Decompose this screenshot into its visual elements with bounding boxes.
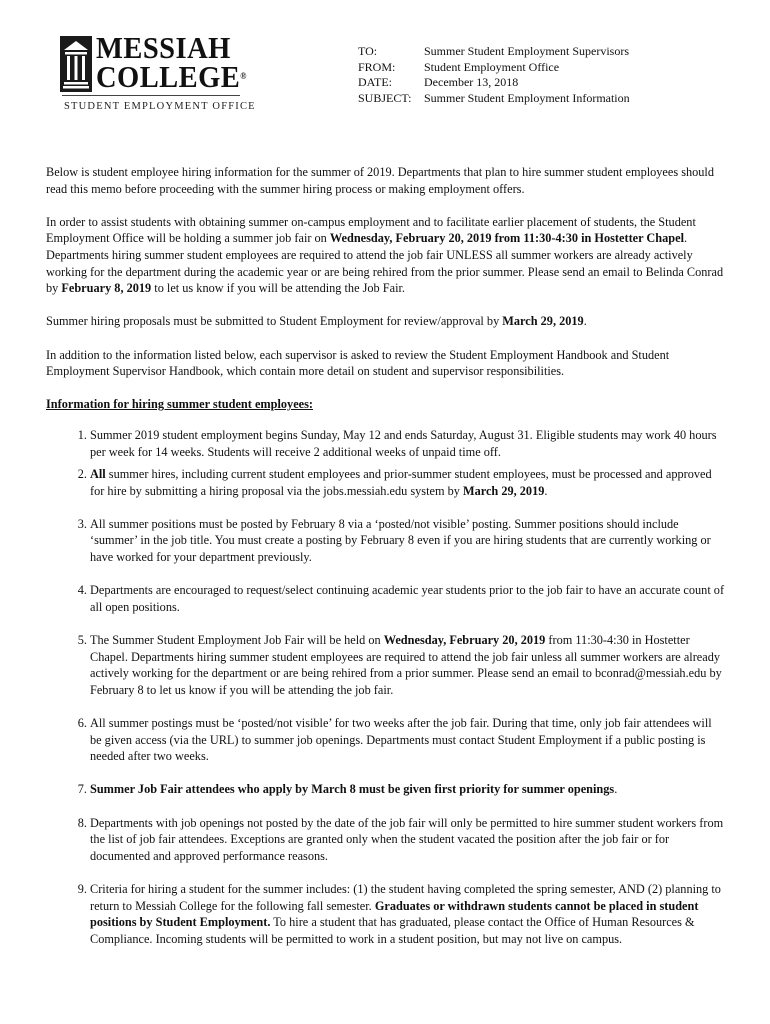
logo-line-1: MESSIAH — [96, 30, 231, 65]
list-item: 8. Departments with job openings not posted by the date of the job fair will only be permitted to hire summer student workers from the list of job fair attendees. Exceptions are granted only when the student vacated the position after the job fair or for documented and approved performance reasons. — [90, 815, 726, 865]
memo-to-row — [358, 44, 630, 60]
registered-mark: ® — [240, 71, 247, 81]
memo-from-label: FROM: — [358, 59, 396, 74]
list-item-bold: All — [90, 467, 106, 482]
list-item: 4. Departments are encouraged to request/select continuing academic year students prior to the job fair to have an accurate count of all open positions. — [90, 582, 726, 615]
list-item: 6. All summer postings must be ‘posted/not visible’ for two weeks after the job fair. During that time, only job fair attendees will be given access (via the URL) to summer job openings. Departments must contact Student Employment if a public posting is needed after two weeks. — [90, 715, 726, 765]
list-item-text: . — [544, 483, 548, 498]
list-item-bold: March 29, 2019 — [462, 483, 545, 498]
list-item-text: Criteria for hiring a student for the summer includes: (1) the student having completed the spring semester, AND (2) planning to return to Messiah College for the following fall semester. — [90, 881, 721, 913]
list-item — [90, 632, 726, 698]
handbook-paragraph: In addition to the information listed below, each supervisor is asked to review the Student Employment Handbook and Student Employment Supervisor Handbook, which contain more detail on student and supervisor responsibilities. — [46, 347, 670, 379]
memo-from-row — [358, 60, 630, 76]
list-item-bold: Summer Job Fair attendees who apply by March 8 must be given first priority for summer openings — [90, 782, 615, 797]
rsvp-deadline: February 8, 2019 — [61, 281, 152, 296]
list-item: 3. All summer positions must be posted by February 8 via a ‘posted/not visible’ posting. Summer positions should include ‘summer’ in the job title. You must create a posting by February 8 even if you are hiring students that are currently working or have worked for your department previously. — [90, 516, 726, 566]
job-fair-text-a: In order to assist students with obtaining summer on-campus employment and to facilitate earlier placement of students, the Student Employment Office will be holding a summer job fair on — [46, 214, 696, 246]
job-fair-text-c: to let us know if you will be attending the Job Fair. — [151, 281, 405, 296]
memo-from-value: Student Employment Office — [424, 59, 560, 74]
logo-line-2-text: COLLEGE — [96, 59, 241, 94]
list-item-text: summer hires, including current student employees and prior-summer student employees, must be processed and approved for hire by submitting a hiring proposal via the jobs.messiah.edu system by — [90, 467, 712, 498]
list-item — [90, 881, 726, 947]
list-item-text: . — [614, 782, 618, 797]
proposal-text-a: Summer hiring proposals must be submitted to Student Employment for review/approval by — [46, 314, 503, 329]
list-item-bold: Wednesday, February 20, 2019 — [383, 633, 546, 648]
list-item-text: The Summer Student Employment Job Fair will be held on — [90, 633, 384, 648]
list-item — [90, 781, 726, 798]
proposal-deadline: March 29, 2019 — [502, 314, 584, 329]
department-name: STUDENT EMPLOYMENT OFFICE — [64, 101, 256, 112]
proposal-paragraph — [46, 313, 726, 330]
memo-subject-label: SUBJECT: — [358, 90, 412, 105]
memo-body — [46, 164, 726, 947]
list-item-text: from 11:30-4:30 in Hostetter Chapel. Departments hiring summer student employees are required to attend the job fair unless all summer workers are already actively working for the department or are being rehired from a prior summer. Please send an email to bconrad@messiah.edu by February 8 to let us know if you will be attending the job fair. — [90, 633, 722, 697]
logo-line-2 — [96, 61, 247, 92]
logo-divider — [62, 95, 240, 96]
columns-seal-icon — [60, 36, 92, 92]
job-fair-date: Wednesday, February 20, 2019 from 11:30-4:30 in Hostetter Chapel — [329, 231, 685, 246]
memo-subject-value: Summer Student Employment Information — [424, 90, 630, 105]
list-item-text: To hire a student that has graduated, please contact the Office of Human Resources & Compliance. Incoming students will be permitted to work in a student position, but may not live on campus. — [90, 915, 695, 946]
list-heading-text: Information for hiring summer student employees — [46, 397, 309, 412]
list-heading — [46, 396, 726, 413]
proposal-text-b: . — [583, 314, 587, 329]
job-fair-text-b: . Departments hiring summer student employees are required to attend the job fair UNLESS all summer workers are already actively working for the department during the academic year or are being rehired from the prior summer. Please send an email to Belinda Conrad by — [46, 231, 724, 296]
list-item: 1. Summer 2019 student employment begins Sunday, May 12 and ends Saturday, August 31. Eligible students may work 40 hours per week for 14 weeks. Students will receive 2 additional weeks of unpaid time off. — [90, 427, 726, 460]
memo-date-value: December 13, 2018 — [424, 75, 519, 89]
list-item — [90, 466, 726, 499]
list-item-bold: Graduates or withdrawn students cannot be placed in student positions by Student Employment. — [90, 898, 699, 930]
memo-to-label: TO: — [358, 44, 378, 58]
memo-header — [358, 44, 630, 106]
job-fair-paragraph — [46, 214, 726, 297]
college-logo — [58, 30, 256, 118]
memo-subject-row — [358, 91, 630, 107]
memo-date-row — [358, 75, 630, 91]
list-heading-colon: : — [308, 397, 314, 412]
hiring-info-list — [46, 427, 726, 947]
memo-to-value: Summer Student Employment Supervisors — [424, 44, 629, 58]
memo-date-label: DATE: — [358, 75, 392, 89]
intro-paragraph: Below is student employee hiring information for the summer of 2019. Departments that plan to hire summer student employees should read this memo before proceeding with the summer hiring process or making employment offers. — [46, 165, 715, 196]
